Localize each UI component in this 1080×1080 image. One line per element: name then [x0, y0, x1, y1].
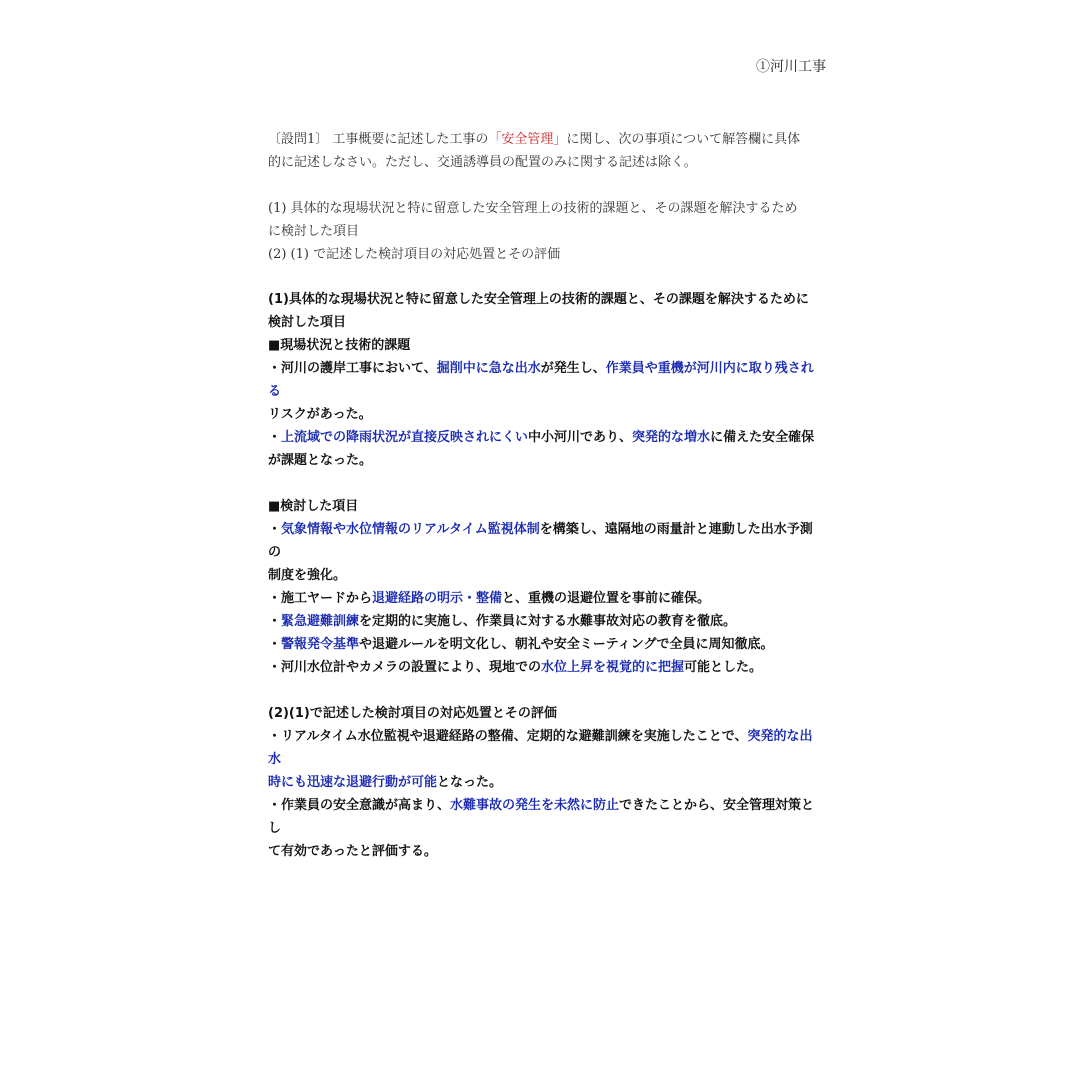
- considered-item: ・警報発令基準や退避ルールを明文化し、朝礼や安全ミーティングで全員に周知徹底。: [268, 637, 774, 652]
- highlight-text: 水難事故の発生を未然に防止: [450, 798, 620, 813]
- subheading-site-conditions: ■現場状況と技術的課題: [268, 338, 411, 353]
- site-condition-paragraph: ・上流域での降雨状況が直接反映されにくい中小河川であり、突発的な増水に備えた安全確保: [268, 430, 815, 445]
- site-condition-paragraph-cont: リスクがあった。: [268, 407, 372, 422]
- answer-block: [268, 288, 816, 863]
- evaluation-paragraph: ・作業員の安全意識が高まり、水難事故の発生を未然に防止できたことから、安全管理対策とし: [268, 798, 815, 836]
- question-item-1: (1) 具体的な現場状況と特に留意した安全管理上の技術的課題と、その課題を解決するため: [268, 201, 798, 216]
- highlight-text: 掘削中に急な出水: [436, 361, 541, 376]
- site-condition-paragraph: ・河川の護岸工事において、掘削中に急な出水が発生し、作業員や重機が河川内に取り残される: [268, 361, 814, 399]
- question-line: 〔設問1〕 工事概要に記述した工事の「安全管理」に関し、次の事項について解答欄に具体: [268, 132, 801, 147]
- evaluation-paragraph-cont: 時にも迅速な退避行動が可能となった。: [268, 775, 503, 790]
- considered-item: ・気象情報や水位情報のリアルタイム監視体制を構築し、遠隔地の雨量計と連動した出水予測の: [268, 522, 813, 560]
- highlight-text: 作業員や重機が河川内に取り残される: [268, 361, 814, 399]
- answer-heading-1-cont: 検討した項目: [268, 315, 347, 330]
- highlight-text: 上流域での降雨状況が直接反映されにくい: [281, 430, 529, 445]
- evaluation-paragraph-cont: て有効であったと評価する。: [268, 844, 437, 859]
- highlight-text: 時にも迅速な退避行動が可能: [268, 775, 438, 790]
- question-line: 的に記述しなさい。ただし、交通誘導員の配置のみに関する記述は除く。: [268, 155, 697, 170]
- answer-heading-1: (1)具体的な現場状況と特に留意した安全管理上の技術的課題と、その課題を解決するために: [268, 292, 809, 307]
- question-item-2: (2) (1) で記述した検討項目の対応処置とその評価: [268, 247, 561, 262]
- considered-item: ・緊急避難訓練を定期的に実施し、作業員に対する水難事故対応の教育を徹底。: [268, 614, 737, 629]
- highlight-text: 気象情報や水位情報のリアルタイム監視体制: [281, 522, 540, 537]
- considered-item: ・河川水位計やカメラの設置により、現地での水位上昇を視覚的に把握可能とした。: [268, 660, 763, 675]
- subheading-considered-items: ■検討した項目: [268, 499, 359, 514]
- highlight-text: 退避経路の明示・整備: [372, 591, 503, 606]
- considered-item-cont: 制度を強化。: [268, 568, 347, 583]
- safety-management-keyword: 「安全管理」: [488, 132, 567, 147]
- highlight-text: 警報発令基準: [281, 637, 360, 652]
- considered-item: ・施工ヤードから退避経路の明示・整備と、重機の退避位置を事前に確保。: [268, 591, 711, 606]
- page-header-title: ①河川工事: [756, 59, 826, 75]
- highlight-text: 水位上昇を視覚的に把握: [541, 660, 685, 675]
- evaluation-paragraph: ・リアルタイム水位監視や退避経路の整備、定期的な避難訓練を実施したことで、突発的な出水: [268, 729, 813, 767]
- highlight-text: 突発的な増水: [632, 430, 711, 445]
- question-item-1-cont: に検討した項目: [268, 224, 360, 239]
- question-block: [268, 128, 814, 266]
- highlight-text: 緊急避難訓練: [281, 614, 360, 629]
- site-condition-paragraph-cont: が課題となった。: [268, 453, 373, 468]
- highlight-text: 突発的な出水: [268, 729, 813, 767]
- answer-heading-2: (2)(1)で記述した検討項目の対応処置とその評価: [268, 706, 557, 721]
